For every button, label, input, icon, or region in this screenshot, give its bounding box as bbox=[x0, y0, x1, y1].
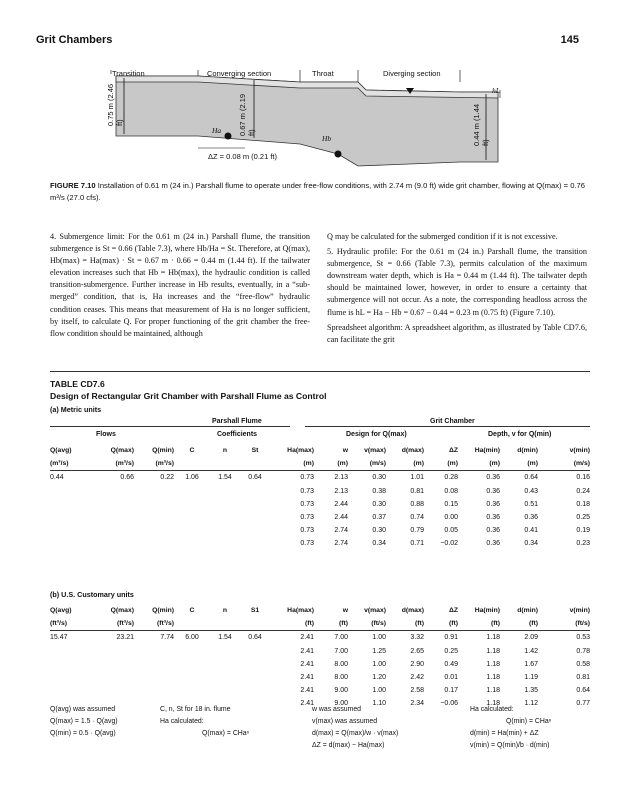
table-row bbox=[50, 645, 590, 658]
table-row bbox=[50, 498, 590, 511]
units-row-cell: (ft) bbox=[500, 617, 538, 631]
header-row-cell: ΔZ bbox=[448, 447, 458, 455]
table-title: Design of Rectangular Grit Chamber with Parshall Flume as Control bbox=[50, 391, 327, 401]
table-row bbox=[50, 537, 590, 550]
note-qmax-eq: Q(max) = CHaⁿ bbox=[202, 730, 250, 737]
table-row-cell: 2.13 bbox=[334, 487, 348, 495]
table-row-cell bbox=[210, 537, 240, 550]
table-row-cell: 9.00 bbox=[334, 700, 348, 708]
table-row-cell: 0.64 bbox=[576, 687, 590, 695]
paragraph-spreadsheet: Spreadsheet algorithm: A spreadsheet algorithm, as illustrated by Table CD7.6, can facilitate the grit bbox=[327, 322, 587, 344]
note-qavg: Q(avg) was assumed bbox=[50, 706, 116, 713]
table-row-cell: 1.19 bbox=[524, 674, 538, 682]
table-row-cell: 0.74 bbox=[410, 514, 424, 522]
units-row-cell: (m) bbox=[314, 457, 348, 471]
table-row-cell: 0.36 bbox=[486, 474, 500, 482]
table-row-cell: 1.54 bbox=[218, 474, 232, 482]
table-row-cell: 0.15 bbox=[444, 500, 458, 508]
units-row-cell: (m/s) bbox=[538, 457, 590, 471]
table-row-cell: 2.41 bbox=[300, 660, 314, 668]
table-row-cell: 0.36 bbox=[486, 500, 500, 508]
table-row-cell: 7.74 bbox=[160, 634, 174, 642]
units-row-cell: (m) bbox=[270, 457, 314, 471]
table-row-cell: 1.12 bbox=[524, 700, 538, 708]
header-row-cell: C bbox=[189, 607, 195, 615]
table-row-cell: 23.21 bbox=[116, 634, 134, 642]
body-column-left bbox=[50, 231, 310, 343]
table-row-cell bbox=[174, 645, 210, 658]
table-row-cell: 2.34 bbox=[410, 700, 424, 708]
table-row-cell: 9.00 bbox=[334, 687, 348, 695]
figure-caption bbox=[50, 180, 590, 204]
table-row-cell bbox=[50, 684, 94, 697]
table-row-cell bbox=[210, 684, 240, 697]
table-row-cell bbox=[210, 645, 240, 658]
table-row-cell: 1.20 bbox=[372, 674, 386, 682]
units-row-cell: (m) bbox=[386, 457, 424, 471]
header-row-cell: St bbox=[251, 447, 259, 455]
label-depth-left: 0.75 m (2.46 ft) bbox=[106, 83, 124, 126]
table-row-cell bbox=[94, 511, 134, 524]
table-row-cell bbox=[240, 498, 270, 511]
table-row-cell bbox=[50, 537, 94, 550]
table-row-cell: 1.18 bbox=[486, 700, 500, 708]
parshall-flume-figure bbox=[110, 62, 520, 172]
table-row-cell: 2.44 bbox=[334, 500, 348, 508]
rule-grit bbox=[305, 426, 590, 427]
sub-flows: Flows bbox=[96, 431, 116, 438]
table-row-cell: 0.28 bbox=[444, 474, 458, 482]
table-row-cell: 0.22 bbox=[160, 474, 174, 482]
header-row-cell: Q(min) bbox=[152, 447, 174, 455]
header-row-cell: w bbox=[342, 607, 348, 615]
us-table bbox=[50, 604, 590, 711]
table-row-cell: 0.34 bbox=[372, 540, 386, 548]
table-row-cell bbox=[174, 658, 210, 671]
table-row-cell bbox=[134, 658, 174, 671]
label-converging: Converging section bbox=[207, 69, 272, 78]
table-row-cell: 7.00 bbox=[334, 647, 348, 655]
table-row-cell: 2.74 bbox=[334, 527, 348, 535]
header-row-cell: C bbox=[189, 447, 195, 455]
table-row bbox=[50, 684, 590, 697]
table-row-cell: 0.30 bbox=[372, 500, 386, 508]
table-row-cell: 0.23 bbox=[576, 540, 590, 548]
running-header-section: Grit Chambers bbox=[36, 34, 113, 46]
table-row-cell bbox=[240, 537, 270, 550]
units-row-cell: (ft) bbox=[424, 617, 458, 631]
table-row-cell: 2.13 bbox=[334, 474, 348, 482]
units-row-cell: (ft³/s) bbox=[134, 617, 174, 631]
note-vmin: v(min) = Q(min)/b · d(min) bbox=[470, 742, 550, 749]
table-row bbox=[50, 658, 590, 671]
table-row-cell: 2.74 bbox=[334, 540, 348, 548]
sub-design: Design for Q(max) bbox=[346, 431, 407, 438]
table-row-cell: 1.00 bbox=[372, 634, 386, 642]
units-row-cell: (m) bbox=[458, 457, 500, 471]
table-row-cell bbox=[94, 485, 134, 498]
units-row bbox=[50, 617, 590, 631]
table-row-cell bbox=[210, 485, 240, 498]
label-transition: Transition bbox=[112, 69, 145, 78]
table-row-cell: 1.25 bbox=[372, 647, 386, 655]
label-diverging: Diverging section bbox=[383, 69, 441, 78]
table-row-cell bbox=[50, 645, 94, 658]
table-row-cell: 0.91 bbox=[444, 634, 458, 642]
table-row-cell bbox=[174, 684, 210, 697]
table-row-cell: 1.06 bbox=[185, 474, 199, 482]
table-row-cell: 0.64 bbox=[524, 474, 538, 482]
table-row-cell: 1.18 bbox=[486, 634, 500, 642]
table-row-cell: 0.36 bbox=[486, 540, 500, 548]
table-row-cell: 2.41 bbox=[300, 700, 314, 708]
table-row-cell: 0.58 bbox=[576, 660, 590, 668]
header-row-cell: ΔZ bbox=[448, 607, 458, 615]
header-row-cell: d(min) bbox=[517, 607, 538, 615]
units-row-cell: (ft³/s) bbox=[50, 617, 94, 631]
table-row-cell: 2.65 bbox=[410, 647, 424, 655]
table-row bbox=[50, 485, 590, 498]
table-row-cell: 0.30 bbox=[372, 474, 386, 482]
table-row-cell: 0.08 bbox=[444, 487, 458, 495]
header-row bbox=[50, 604, 590, 617]
table-row-cell bbox=[94, 684, 134, 697]
note-dmin: d(min) = Ha(min) + ΔZ bbox=[470, 730, 539, 737]
table-row-cell: 2.41 bbox=[300, 687, 314, 695]
label-depth-mid: 0.67 m (2.19 ft) bbox=[238, 93, 256, 136]
table-row-cell: 0.88 bbox=[410, 500, 424, 508]
hb-measuring-point bbox=[335, 151, 342, 158]
header-row-cell: v(max) bbox=[364, 447, 386, 455]
table-row-cell: 2.09 bbox=[524, 634, 538, 642]
table-row-cell bbox=[240, 645, 270, 658]
table-row-cell: 0.73 bbox=[300, 487, 314, 495]
table-row-cell bbox=[240, 658, 270, 671]
table-row-cell: 2.41 bbox=[300, 674, 314, 682]
table-row-cell: 0.73 bbox=[300, 540, 314, 548]
units-row-cell: (ft/s) bbox=[538, 617, 590, 631]
table-row-cell: 0.71 bbox=[410, 540, 424, 548]
units-row-cell bbox=[240, 457, 270, 471]
table-row-cell: 0.44 bbox=[50, 474, 64, 482]
paragraph-submergence: 4. Submergence limit: For the 0.61 m (24 in.) Parshall flume, the transition submergence is St = 0.66 (Table 7.3), where Hb/Ha = St. Therefore, at Q(max), Hb(max) = Ha(max) · St = 0.67 m · 0.66 = 0.44 m (1.44 ft). If the tailwater elevation increases such that Hb = Hb(max), the hydraulic condition is called transition-submergence. Further increase in Hb results, eventually, in a “sub-merged” condition, that is, Ha increases and the “free-flow” hydraulic condition ceases. This means that measurement of Ha is no longer sufficient, by itself, to calculate Q. For proper functioning of the grit chamber the free-flow condition should be maintained, although bbox=[50, 232, 310, 338]
group-grit: Grit Chamber bbox=[430, 418, 475, 425]
label-ha: Ha bbox=[212, 126, 222, 135]
header-row-cell: Ha(max) bbox=[287, 447, 314, 455]
table-row bbox=[50, 524, 590, 537]
note-ha-calc: Ha calculated: bbox=[160, 718, 204, 725]
table-row-cell: 2.44 bbox=[334, 514, 348, 522]
note-qmax: Q(max) = 1.5 · Q(avg) bbox=[50, 718, 118, 725]
header-row-cell: w bbox=[342, 447, 348, 455]
header-row-cell: d(max) bbox=[401, 607, 424, 615]
table-row-cell: 0.24 bbox=[576, 487, 590, 495]
units-row-cell bbox=[174, 457, 210, 471]
table-row-cell: 8.00 bbox=[334, 660, 348, 668]
header-row-cell: Q(avg) bbox=[50, 607, 72, 615]
table-row-cell bbox=[210, 498, 240, 511]
table-row-cell bbox=[240, 485, 270, 498]
us-section-label: (b) U.S. Customary units bbox=[50, 590, 134, 599]
note-dmax: d(max) = Q(max)/w · v(max) bbox=[312, 730, 399, 737]
table-row-cell bbox=[94, 645, 134, 658]
table-row bbox=[50, 631, 590, 645]
table-row-cell bbox=[50, 498, 94, 511]
rule-parshall bbox=[50, 426, 290, 427]
table-row-cell: 0.18 bbox=[576, 500, 590, 508]
units-row-cell: (m) bbox=[424, 457, 458, 471]
table-row-cell bbox=[240, 524, 270, 537]
table-row-cell: −0.06 bbox=[440, 700, 458, 708]
header-row-cell: Ha(min) bbox=[474, 607, 500, 615]
table-row-cell: 0.49 bbox=[444, 660, 458, 668]
units-row-cell: (m³/s) bbox=[134, 457, 174, 471]
table-row-cell bbox=[174, 511, 210, 524]
table-row-cell: 2.42 bbox=[410, 674, 424, 682]
table-row-cell bbox=[94, 498, 134, 511]
label-hl: hL bbox=[492, 86, 500, 95]
header-row-cell: d(max) bbox=[401, 447, 424, 455]
body-column-right bbox=[327, 231, 587, 349]
table-row-cell bbox=[240, 671, 270, 684]
units-row-cell: (m³/s) bbox=[50, 457, 94, 471]
note-ha-calc-2: Ha calculated: bbox=[470, 706, 514, 713]
header-row-cell: Ha(min) bbox=[474, 447, 500, 455]
table-row-cell bbox=[174, 537, 210, 550]
units-row-cell bbox=[210, 617, 240, 631]
table-row-cell: 0.25 bbox=[444, 647, 458, 655]
flume-water-body bbox=[116, 76, 498, 166]
table-row-cell bbox=[50, 511, 94, 524]
header-row-cell: S1 bbox=[250, 607, 260, 615]
table-row-cell bbox=[50, 671, 94, 684]
table-row-cell: 2.41 bbox=[300, 634, 314, 642]
header-row-cell: Q(max) bbox=[110, 607, 134, 615]
metric-section-label: (a) Metric units bbox=[50, 405, 102, 414]
table-row-cell bbox=[94, 658, 134, 671]
table-row-cell: 0.73 bbox=[300, 527, 314, 535]
table-row-cell: 0.34 bbox=[524, 540, 538, 548]
table-row bbox=[50, 471, 590, 485]
table-row-cell bbox=[210, 658, 240, 671]
note-flume: C, n, St for 18 in. flume bbox=[160, 706, 231, 713]
units-row-cell bbox=[210, 457, 240, 471]
table-row-cell: 0.36 bbox=[486, 487, 500, 495]
metric-table bbox=[50, 444, 590, 551]
table-row-cell bbox=[240, 684, 270, 697]
table-row-cell: 8.00 bbox=[334, 674, 348, 682]
units-row-cell: (ft) bbox=[314, 617, 348, 631]
units-row bbox=[50, 457, 590, 471]
table-row-cell: 0.81 bbox=[410, 487, 424, 495]
note-dz: ΔZ = d(max) − Ha(max) bbox=[312, 742, 385, 749]
header-row-cell: v(max) bbox=[364, 607, 386, 615]
group-parshall: Parshall Flume bbox=[212, 418, 262, 425]
units-row-cell: (ft) bbox=[270, 617, 314, 631]
units-row-cell bbox=[240, 617, 270, 631]
table-row-cell: 1.67 bbox=[524, 660, 538, 668]
table-row-cell bbox=[134, 684, 174, 697]
label-throat: Throat bbox=[312, 69, 334, 78]
units-row-cell: (ft³/s) bbox=[94, 617, 134, 631]
units-row-cell: (m³/s) bbox=[94, 457, 134, 471]
table-row-cell bbox=[210, 671, 240, 684]
header-row-cell: Q(max) bbox=[110, 447, 134, 455]
table-row-cell: 0.38 bbox=[372, 487, 386, 495]
table-row-cell: 1.54 bbox=[218, 634, 232, 642]
units-row-cell bbox=[174, 617, 210, 631]
table-row-cell: 1.00 bbox=[372, 660, 386, 668]
header-row-cell: n bbox=[222, 447, 228, 455]
header-row-cell: Q(avg) bbox=[50, 447, 72, 455]
table-row-cell: 0.73 bbox=[300, 500, 314, 508]
table-row-cell: 0.00 bbox=[444, 514, 458, 522]
table-row-cell: 0.53 bbox=[576, 634, 590, 642]
table-row-cell bbox=[50, 485, 94, 498]
table-row-cell bbox=[50, 658, 94, 671]
table-row-cell: 1.42 bbox=[524, 647, 538, 655]
table-row-cell bbox=[174, 671, 210, 684]
table-row-cell: 2.41 bbox=[300, 647, 314, 655]
table-row-cell: 0.77 bbox=[576, 700, 590, 708]
table-row-cell bbox=[134, 485, 174, 498]
note-w: w was assumed bbox=[312, 706, 362, 713]
table-row-cell bbox=[134, 511, 174, 524]
table-row-cell bbox=[134, 537, 174, 550]
table-row-cell: 0.66 bbox=[120, 474, 134, 482]
table-row-cell bbox=[94, 671, 134, 684]
table-row-cell: 1.35 bbox=[524, 687, 538, 695]
table-row-cell: 7.00 bbox=[334, 634, 348, 642]
table-row-cell: 0.73 bbox=[300, 514, 314, 522]
units-row-cell: (ft) bbox=[458, 617, 500, 631]
table-row-cell: 0.25 bbox=[576, 514, 590, 522]
table-row-cell: 0.05 bbox=[444, 527, 458, 535]
sub-depth: Depth, v for Q(min) bbox=[488, 431, 552, 438]
table-row-cell: 0.19 bbox=[576, 527, 590, 535]
header-row bbox=[50, 444, 590, 457]
units-row-cell: (ft/s) bbox=[348, 617, 386, 631]
header-row-cell: n bbox=[222, 607, 228, 615]
table-row-cell bbox=[134, 498, 174, 511]
table-row-cell bbox=[134, 524, 174, 537]
table-row-cell bbox=[94, 524, 134, 537]
caption-text: Installation of 0.61 m (24 in.) Parshall flume to operate under free-flow conditions, with 2.74 m (9.0 ft) wide grit chamber, flowing at Q(max) = 0.76 m³/s (27.0 cfs). bbox=[50, 181, 585, 202]
table-row-cell: 0.30 bbox=[372, 527, 386, 535]
table-top-rule bbox=[50, 371, 590, 372]
table-row-cell: 1.01 bbox=[410, 474, 424, 482]
header-row-cell: v(min) bbox=[569, 607, 590, 615]
page-number: 145 bbox=[560, 34, 579, 46]
units-row-cell: (ft) bbox=[386, 617, 424, 631]
table-row-cell: 0.17 bbox=[444, 687, 458, 695]
table-row-cell: 1.10 bbox=[372, 700, 386, 708]
table-row-cell bbox=[174, 524, 210, 537]
header-row-cell: d(min) bbox=[517, 447, 538, 455]
table-row-cell: 0.51 bbox=[524, 500, 538, 508]
table-id: TABLE CD7.6 bbox=[50, 379, 105, 389]
label-dz: ΔZ = 0.08 m (0.21 ft) bbox=[208, 152, 277, 161]
table-row-cell: 1.18 bbox=[486, 687, 500, 695]
table-row-cell bbox=[174, 485, 210, 498]
header-row-cell: Ha(max) bbox=[287, 607, 314, 615]
table-row-cell: −0.02 bbox=[440, 540, 458, 548]
table-row-cell: 2.90 bbox=[410, 660, 424, 668]
paragraph-hydraulic-profile: 5. Hydraulic profile: For the 0.61 m (24 in.) Parshall flume, the transition submergence, St = 0.66 (Table 7.3), permits calculation of the maximum downstream water depth, which is Ha = 0.44 m (1.44 ft). The tailwater depth should be maintained lower, however, in order to ensure a certainty that submergence will not occur. As a note, the corresponding headloss across the flume is hL = Ha − Hb = 0.67 − 0.44 = 0.23 m (0.75 ft) (Figure 7.10). bbox=[327, 247, 587, 317]
table-row-cell: 6.00 bbox=[185, 634, 199, 642]
table-row-cell: 0.78 bbox=[576, 647, 590, 655]
table-row-cell: 1.00 bbox=[372, 687, 386, 695]
table-row-cell: 0.43 bbox=[524, 487, 538, 495]
header-row-cell: Q(min) bbox=[152, 607, 174, 615]
caption-number: FIGURE 7.10 bbox=[50, 181, 96, 190]
note-vmax: v(max) was assumed bbox=[312, 718, 378, 725]
header-row-cell: v(min) bbox=[569, 447, 590, 455]
units-row-cell: (m) bbox=[500, 457, 538, 471]
table-row-cell: 1.18 bbox=[486, 674, 500, 682]
table-row bbox=[50, 671, 590, 684]
sub-coeff: Coefficients bbox=[217, 431, 258, 438]
table-row-cell bbox=[174, 498, 210, 511]
table-row-cell: 15.47 bbox=[50, 634, 68, 642]
table-row-cell: 0.73 bbox=[300, 474, 314, 482]
table-row-cell: 0.37 bbox=[372, 514, 386, 522]
table-row-cell bbox=[210, 524, 240, 537]
table-row-cell: 1.18 bbox=[486, 647, 500, 655]
table-row-cell: 0.36 bbox=[486, 527, 500, 535]
table-footnotes bbox=[50, 706, 590, 786]
table-row-cell: 0.01 bbox=[444, 674, 458, 682]
table-row-cell: 0.36 bbox=[524, 514, 538, 522]
table-row-cell bbox=[94, 537, 134, 550]
table-row-cell: 1.18 bbox=[486, 660, 500, 668]
table-row-cell: 0.81 bbox=[576, 674, 590, 682]
table-row-cell bbox=[134, 671, 174, 684]
table-row-cell: 2.58 bbox=[410, 687, 424, 695]
table-row-cell bbox=[50, 524, 94, 537]
units-row-cell: (m/s) bbox=[348, 457, 386, 471]
table-row bbox=[50, 511, 590, 524]
label-hb: Hb bbox=[322, 134, 332, 143]
table-row-cell bbox=[210, 511, 240, 524]
table-row-cell bbox=[240, 511, 270, 524]
note-qmin: Q(min) = 0.5 · Q(avg) bbox=[50, 730, 116, 737]
table-row-cell: 0.41 bbox=[524, 527, 538, 535]
table-row-cell: 0.16 bbox=[576, 474, 590, 482]
table-row-cell: 0.64 bbox=[248, 474, 262, 482]
table-row-cell bbox=[134, 645, 174, 658]
ha-measuring-point bbox=[225, 133, 232, 140]
paragraph-q-note: Q may be calculated for the submerged condition if it is not excessive. bbox=[327, 232, 558, 241]
note-qmin-eq: Q(min) = CHaⁿ bbox=[506, 718, 552, 725]
table-row-cell: 3.32 bbox=[410, 634, 424, 642]
table-row-cell: 0.79 bbox=[410, 527, 424, 535]
table-row-cell: 0.36 bbox=[486, 514, 500, 522]
label-depth-right: 0.44 m (1.44 ft) bbox=[472, 103, 490, 146]
table-row-cell: 0.64 bbox=[248, 634, 262, 642]
